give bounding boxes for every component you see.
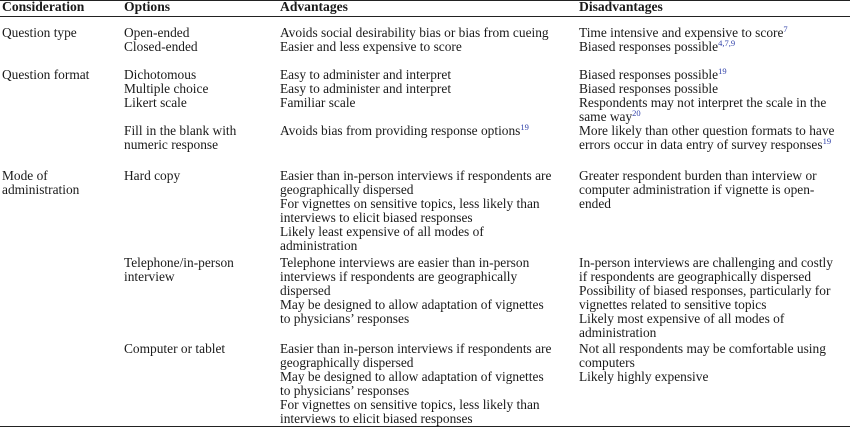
consideration-line: Mode of	[2, 168, 48, 183]
advantages-cell	[280, 68, 451, 82]
disadvantage-line: Not all respondents may be comfortable using	[579, 341, 826, 356]
option-line: Likert scale	[124, 95, 187, 110]
disadvantage-line: Likely most expensive of all modes of	[579, 311, 785, 326]
header-consideration: Consideration	[2, 0, 85, 14]
option-cell	[124, 96, 187, 110]
advantage-line: interviews if respondents are geographically	[280, 269, 518, 284]
consideration-cell	[2, 68, 89, 82]
header-disadvantages: Disadvantages	[579, 0, 663, 14]
disadvantage-line: Biased responses possible	[579, 81, 719, 96]
advantage-line: Easier than in-person interviews if respondents are	[280, 168, 552, 183]
advantage-line: Easy to administer and interpret	[280, 81, 452, 96]
disadvantage-line: Respondents may not interpret the scale in the	[579, 95, 827, 110]
advantage-line: interviews to elicit biased responses	[280, 210, 473, 225]
advantage-line: to physicians’ responses	[280, 383, 410, 398]
disadvantages-cell	[579, 169, 817, 211]
option-cell	[124, 68, 196, 82]
advantages-cell	[280, 169, 551, 253]
reference-superscript: 7	[783, 24, 788, 34]
reference-superscript: 4,7,9	[718, 38, 736, 48]
consideration-cell	[2, 26, 77, 40]
disadvantages-cell	[579, 256, 833, 340]
disadvantage-line: Time intensive and expensive to score$^7$	[579, 24, 788, 40]
advantages-cell	[280, 124, 529, 138]
reference-superscript: 19	[520, 122, 529, 132]
advantages-cell	[280, 82, 451, 96]
reference-superscript: 19	[718, 66, 727, 76]
table-bottom-rule	[0, 426, 850, 427]
option-cell	[124, 82, 208, 96]
disadvantage-line: computers	[579, 355, 635, 370]
option-cell	[124, 169, 180, 183]
consideration-line: Question type	[2, 25, 77, 40]
consideration-line: Question format	[2, 67, 90, 82]
option-line: Closed-ended	[124, 39, 198, 54]
advantage-line: interviews to elicit biased responses	[280, 411, 473, 426]
header-advantages: Advantages	[280, 0, 348, 14]
disadvantages-cell	[579, 26, 788, 40]
disadvantage-line: if respondents are geographically dispersed	[579, 269, 812, 284]
disadvantages-cell	[579, 68, 727, 82]
advantages-cell	[280, 96, 355, 110]
advantage-line: May be designed to allow adaptation of vignettes	[280, 369, 544, 384]
advantage-line: Easy to administer and interpret	[280, 67, 452, 82]
reference-superscript: 19	[822, 136, 832, 146]
advantage-line: May be designed to allow adaptation of vignettes	[280, 297, 544, 312]
option-line: numeric response	[124, 137, 219, 152]
option-line: Telephone/in-person	[124, 255, 234, 270]
disadvantages-cell	[579, 82, 718, 96]
option-line: Hard copy	[124, 168, 181, 183]
disadvantage-line: same way$^{20}$	[579, 108, 641, 124]
disadvantage-line: ended	[579, 196, 611, 211]
option-line: Fill in the blank with	[124, 123, 237, 138]
disadvantages-cell	[579, 124, 834, 152]
advantage-line: For vignettes on sensitive topics, less likely than	[280, 397, 540, 412]
consideration-line: administration	[2, 182, 80, 197]
disadvantage-line: computer administration if vignette is open-	[579, 182, 815, 197]
advantage-line: Likely least expensive of all modes of	[280, 224, 484, 239]
disadvantages-cell	[579, 342, 826, 384]
advantage-line: Easier and less expensive to score	[280, 39, 462, 54]
advantage-line: to physicians’ responses	[280, 311, 410, 326]
option-cell	[124, 40, 198, 54]
advantage-line: geographically dispersed	[280, 182, 414, 197]
table-header-rule	[0, 16, 850, 17]
header-options: Options	[124, 0, 171, 14]
disadvantage-line: Greater respondent burden than interview or	[579, 168, 817, 183]
disadvantage-line: Likely highly expensive	[579, 369, 709, 384]
disadvantage-line: Biased responses possible$^{4,7,9}$	[579, 38, 736, 54]
advantages-cell	[280, 256, 544, 326]
advantage-line: Familiar scale	[280, 95, 356, 110]
advantage-line: administration	[280, 238, 358, 253]
option-line: Dichotomous	[124, 67, 197, 82]
advantage-line: Avoids social desirability bias or bias from cueing	[280, 25, 549, 40]
disadvantage-line: In-person interviews are challenging and costly	[579, 255, 833, 270]
advantages-cell	[280, 342, 551, 426]
consideration-cell	[2, 169, 79, 197]
option-line: Open-ended	[124, 25, 190, 40]
option-cell	[124, 26, 189, 40]
advantages-cell	[280, 40, 462, 54]
option-cell	[124, 256, 234, 284]
disadvantage-line: errors occur in data entry of survey responses$^{19}$	[579, 136, 832, 152]
advantage-line: geographically dispersed	[280, 355, 414, 370]
advantage-line: dispersed	[280, 283, 331, 298]
disadvantage-line: administration	[579, 325, 657, 340]
disadvantage-line: Possibility of biased responses, particularly for	[579, 283, 831, 298]
disadvantages-cell	[579, 40, 735, 54]
option-line: interview	[124, 269, 175, 284]
advantage-line: Telephone interviews are easier than in-person	[280, 255, 530, 270]
advantages-cell	[280, 26, 549, 40]
advantage-line: Avoids bias from providing response options$^{19}$	[280, 122, 529, 138]
option-cell	[124, 342, 225, 356]
option-line: Computer or tablet	[124, 341, 226, 356]
disadvantages-cell	[579, 96, 826, 124]
advantage-line: Easier than in-person interviews if respondents are	[280, 341, 552, 356]
option-cell	[124, 124, 236, 152]
advantage-line: For vignettes on sensitive topics, less likely than	[280, 196, 540, 211]
disadvantage-line: More likely than other question formats to have	[579, 123, 835, 138]
disadvantage-line: vignettes related to sensitive topics	[579, 297, 767, 312]
option-line: Multiple choice	[124, 81, 209, 96]
disadvantage-line: Biased responses possible$^{19}$	[579, 66, 727, 82]
reference-superscript: 20	[632, 108, 641, 118]
